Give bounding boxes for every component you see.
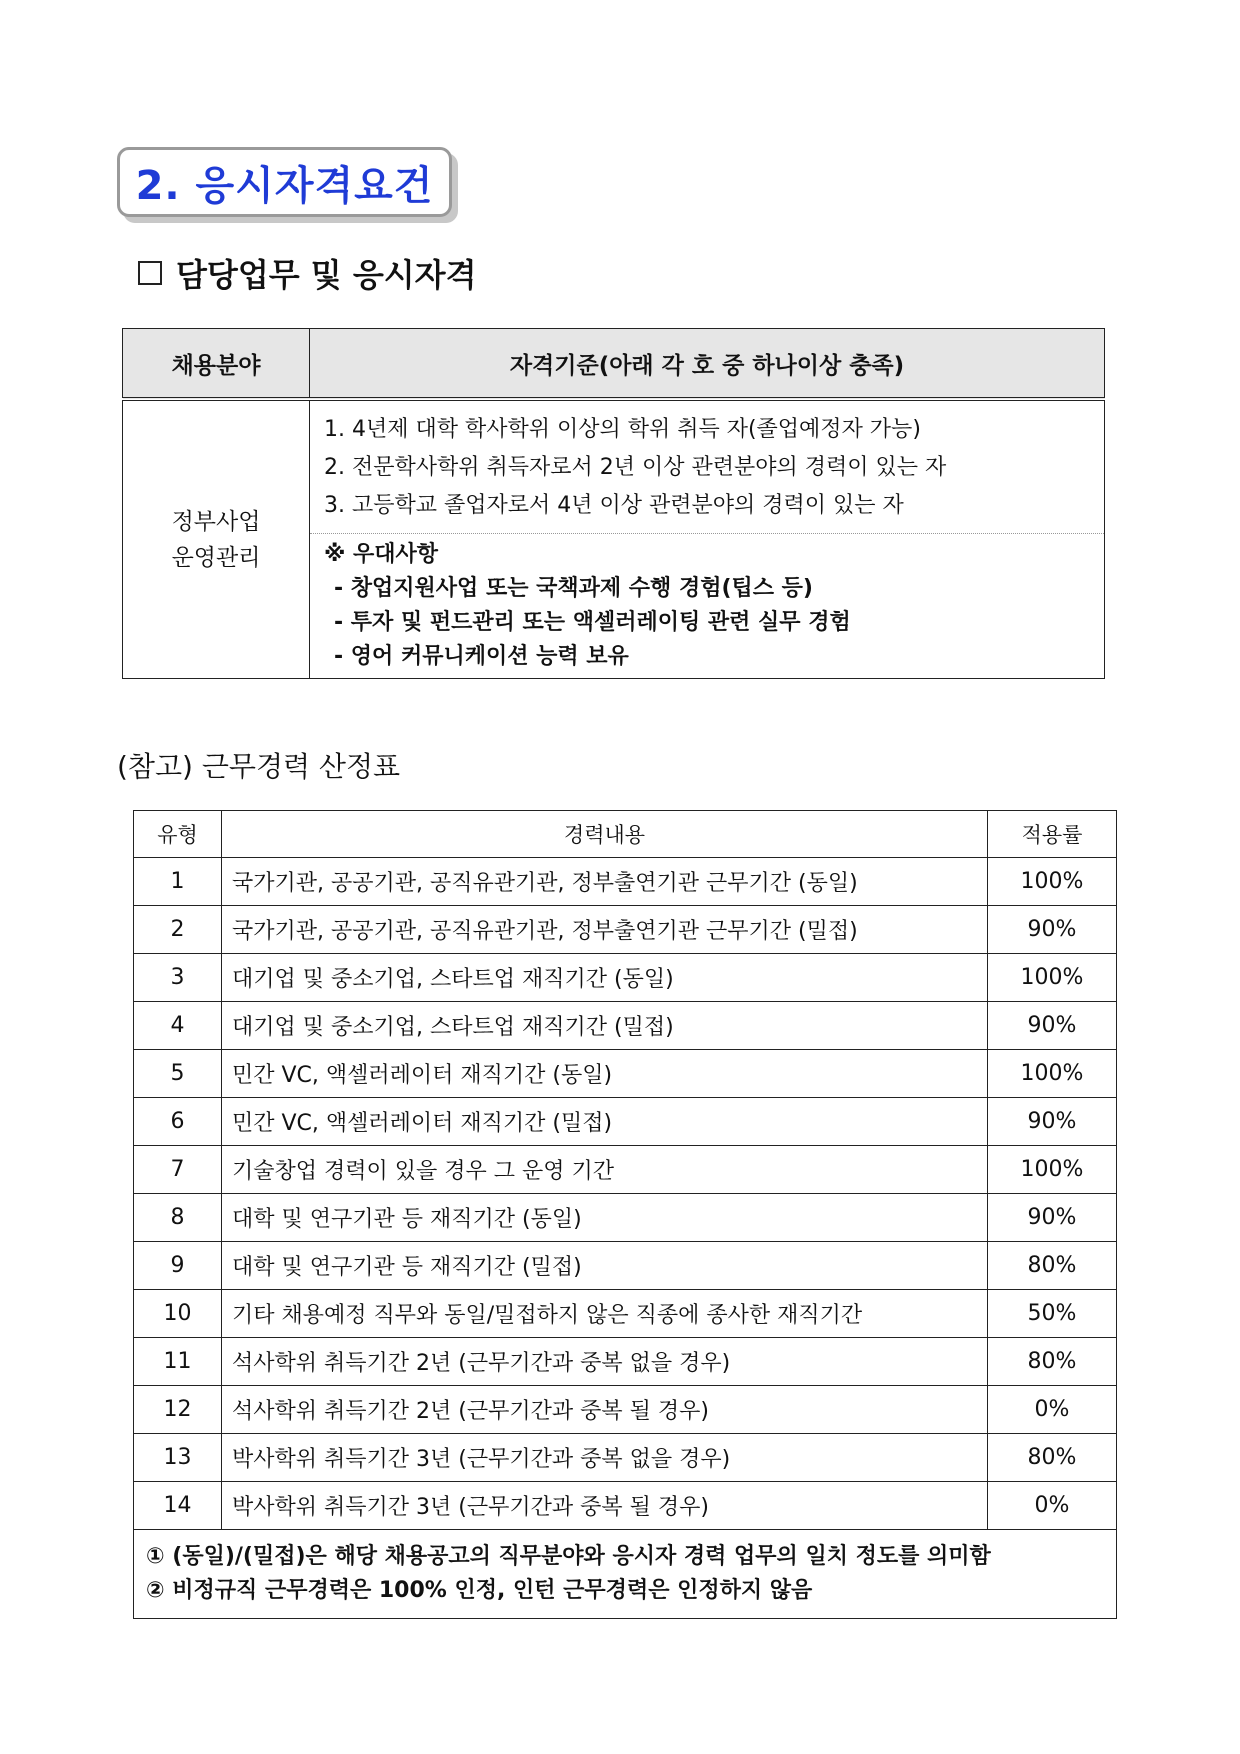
- field-line1: 정부사업: [171, 508, 261, 535]
- duties-heading: [138, 250, 477, 296]
- notes-row: [134, 1530, 1117, 1619]
- qualification-header-row: [123, 329, 1105, 400]
- row-rate: 80%: [988, 1242, 1117, 1290]
- section-title-box: [117, 147, 452, 217]
- preference-title: ※ 우대사항: [324, 542, 439, 567]
- row-type: 11: [134, 1338, 222, 1386]
- criteria-item: 2. 전문학사학위 취득자로서 2년 이상 관련분야의 경력이 있는 자: [324, 455, 947, 480]
- row-rate: 90%: [988, 1194, 1117, 1242]
- header-type: 유형: [134, 811, 222, 858]
- row-type: 4: [134, 1002, 222, 1050]
- table-row: [134, 954, 1117, 1002]
- duties-title: 담당업무 및 응시자격: [176, 256, 477, 294]
- table-row: [134, 1194, 1117, 1242]
- row-type: 1: [134, 858, 222, 906]
- row-content: 대기업 및 중소기업, 스타트업 재직기간 (동일): [222, 954, 988, 1002]
- table-row: [134, 1050, 1117, 1098]
- row-rate: 100%: [988, 1146, 1117, 1194]
- table-row: [134, 1338, 1117, 1386]
- row-rate: 90%: [988, 906, 1117, 954]
- criteria-list: [310, 401, 1104, 534]
- row-rate: 100%: [988, 954, 1117, 1002]
- row-content: 기타 채용예정 직무와 동일/밀접하지 않은 직종에 종사한 재직기간: [222, 1290, 988, 1338]
- row-rate: 80%: [988, 1434, 1117, 1482]
- row-type: 8: [134, 1194, 222, 1242]
- row-rate: 100%: [988, 1050, 1117, 1098]
- header-rate: 적용률: [988, 811, 1117, 858]
- preference-item: - 투자 및 펀드관리 또는 액셀러레이팅 관련 실무 경험: [334, 610, 851, 635]
- preference-item: - 창업지원사업 또는 국책과제 수행 경험(팁스 등): [334, 576, 813, 601]
- table-row: [134, 858, 1117, 906]
- header-field: 채용분야: [123, 329, 310, 400]
- row-type: 13: [134, 1434, 222, 1482]
- row-content: 대학 및 연구기관 등 재직기간 (밀접): [222, 1242, 988, 1290]
- row-type: 14: [134, 1482, 222, 1530]
- row-rate: 0%: [988, 1386, 1117, 1434]
- row-type: 12: [134, 1386, 222, 1434]
- row-content: 석사학위 취득기간 2년 (근무기간과 중복 없을 경우): [222, 1338, 988, 1386]
- preference-block: [310, 534, 1104, 678]
- career-table: [133, 810, 1117, 1619]
- qualification-row: [123, 399, 1105, 679]
- note-item: ① (동일)/(밀접)은 해당 채용공고의 직무분야와 응시자 경력 업무의 일치 정도를 의미함: [146, 1544, 991, 1569]
- row-content: 민간 VC, 액셀러레이터 재직기간 (밀접): [222, 1098, 988, 1146]
- row-content: 박사학위 취득기간 3년 (근무기간과 중복 될 경우): [222, 1482, 988, 1530]
- checkbox-icon: [138, 261, 162, 285]
- row-type: 7: [134, 1146, 222, 1194]
- table-row: [134, 1386, 1117, 1434]
- criteria-item: 3. 고등학교 졸업자로서 4년 이상 관련분야의 경력이 있는 자: [324, 493, 904, 518]
- preference-item: - 영어 커뮤니케이션 능력 보유: [334, 644, 629, 669]
- row-rate: 50%: [988, 1290, 1117, 1338]
- row-content: 대학 및 연구기관 등 재직기간 (동일): [222, 1194, 988, 1242]
- row-type: 10: [134, 1290, 222, 1338]
- row-content: 국가기관, 공공기관, 공직유관기관, 정부출연기관 근무기간 (밀접): [222, 906, 988, 954]
- row-rate: 0%: [988, 1482, 1117, 1530]
- table-row: [134, 1434, 1117, 1482]
- row-content: 민간 VC, 액셀러레이터 재직기간 (동일): [222, 1050, 988, 1098]
- row-content: 석사학위 취득기간 2년 (근무기간과 중복 될 경우): [222, 1386, 988, 1434]
- row-rate: 90%: [988, 1002, 1117, 1050]
- career-body: [134, 858, 1117, 1530]
- row-content: 대기업 및 중소기업, 스타트업 재직기간 (밀접): [222, 1002, 988, 1050]
- table-row: [134, 1146, 1117, 1194]
- table-row: [134, 1242, 1117, 1290]
- row-type: 2: [134, 906, 222, 954]
- row-rate: 80%: [988, 1338, 1117, 1386]
- table-row: [134, 906, 1117, 954]
- table-row: [134, 1482, 1117, 1530]
- reference-title: (참고) 근무경력 산정표: [117, 750, 401, 783]
- header-content: 경력내용: [222, 811, 988, 858]
- row-rate: 100%: [988, 858, 1117, 906]
- notes-cell: [134, 1530, 1117, 1619]
- note-item: ② 비정규직 근무경력은 100% 인정, 인턴 근무경력은 인정하지 않음: [146, 1578, 813, 1603]
- criteria-item: 1. 4년제 대학 학사학위 이상의 학위 취득 자(졸업예정자 가능): [324, 417, 921, 442]
- row-type: 5: [134, 1050, 222, 1098]
- career-header-row: [134, 811, 1117, 858]
- table-row: [134, 1290, 1117, 1338]
- table-row: [134, 1002, 1117, 1050]
- row-type: 9: [134, 1242, 222, 1290]
- row-content: 국가기관, 공공기관, 공직유관기관, 정부출연기관 근무기간 (동일): [222, 858, 988, 906]
- field-line2: 운영관리: [171, 544, 261, 571]
- row-rate: 90%: [988, 1098, 1117, 1146]
- field-cell: [123, 399, 310, 679]
- qualification-table: [122, 328, 1105, 679]
- row-type: 6: [134, 1098, 222, 1146]
- table-row: [134, 1098, 1117, 1146]
- header-criteria: 자격기준(아래 각 호 중 하나이상 충족): [310, 329, 1105, 400]
- section-title: 2. 응시자격요건: [135, 162, 434, 209]
- row-type: 3: [134, 954, 222, 1002]
- criteria-cell: [310, 399, 1105, 679]
- row-content: 기술창업 경력이 있을 경우 그 운영 기간: [222, 1146, 988, 1194]
- row-content: 박사학위 취득기간 3년 (근무기간과 중복 없을 경우): [222, 1434, 988, 1482]
